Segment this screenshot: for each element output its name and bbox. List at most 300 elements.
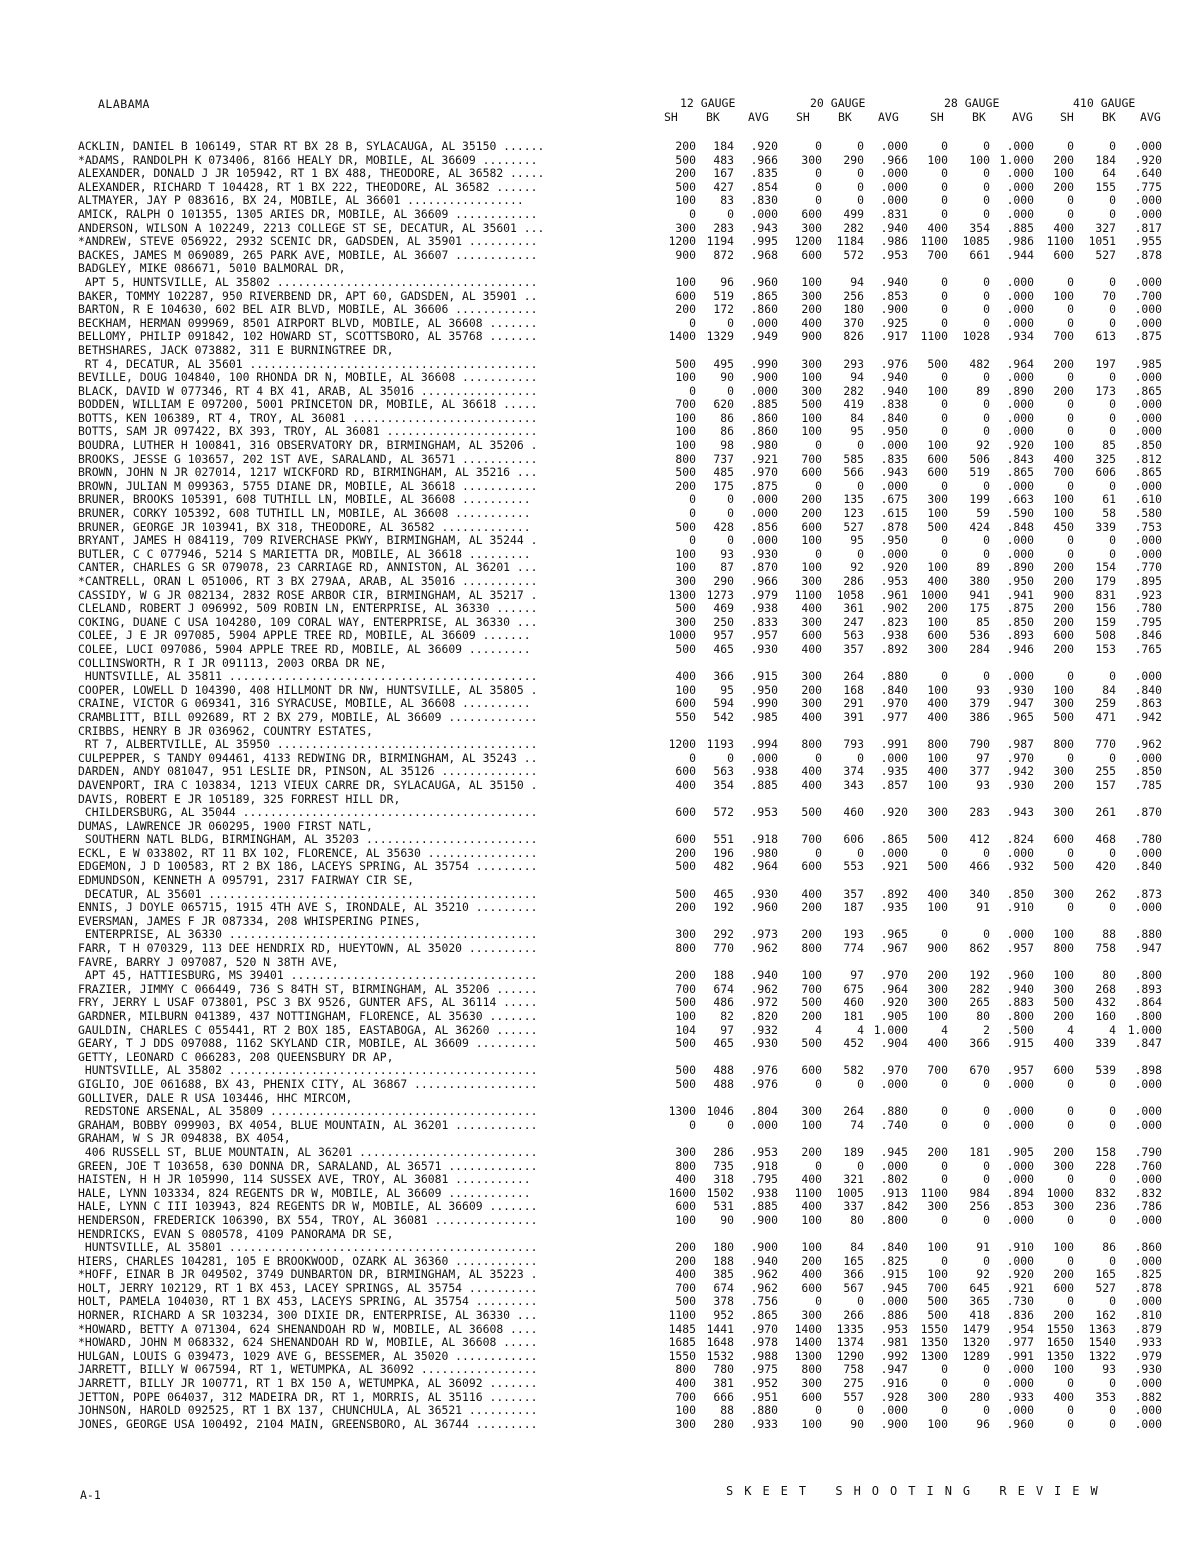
table-row	[78, 330, 1188, 344]
table-row	[78, 276, 1188, 290]
score-cell: 800	[675, 941, 696, 956]
score-cell: 0	[1109, 1104, 1116, 1119]
score-cell: .900	[750, 1240, 778, 1255]
score-cell: 94	[850, 370, 864, 385]
score-cell: 200	[927, 1144, 948, 1159]
score-cell: 1400	[794, 1335, 822, 1350]
score-cell: 96	[976, 1416, 990, 1431]
score-cell: 400	[927, 1036, 948, 1051]
table-row	[78, 1363, 1188, 1377]
score-cell: 200	[801, 682, 822, 697]
score-cell: .930	[750, 546, 778, 561]
score-cell: 1363	[1088, 1321, 1116, 1336]
score-cell: .953	[750, 1144, 778, 1159]
score-cell: 488	[713, 1063, 734, 1078]
score-cell: 600	[801, 519, 822, 534]
score-cell: .933	[1134, 1335, 1162, 1350]
table-row	[78, 1064, 1188, 1078]
score-cell: 452	[843, 1036, 864, 1051]
score-cell: 100	[675, 1403, 696, 1418]
score-cell: 800	[801, 737, 822, 752]
score-cell: .918	[750, 832, 778, 847]
score-cell: .921	[880, 859, 908, 874]
score-cell: 0	[1067, 397, 1074, 412]
shooter-name-address: CHILDERSBURG, AL 35044 ...........................................	[78, 805, 538, 820]
table-row	[78, 969, 1188, 983]
score-cell: 1194	[706, 234, 734, 249]
table-row	[78, 1418, 1188, 1432]
score-cell: 1320	[962, 1335, 990, 1350]
score-cell: 200	[1053, 560, 1074, 575]
score-cell: 300	[927, 995, 948, 1010]
score-cell: .860	[750, 410, 778, 425]
score-cell: 1100	[920, 234, 948, 249]
score-cell: 1200	[668, 737, 696, 752]
score-cell: 1540	[1088, 1335, 1116, 1350]
score-cell: 293	[843, 356, 864, 371]
score-cell: 0	[941, 546, 948, 561]
score-cell: 400	[1053, 1036, 1074, 1051]
score-cell: 200	[1053, 179, 1074, 194]
score-cell: .942	[1006, 764, 1034, 779]
score-cell: 94	[850, 274, 864, 289]
shooter-name-address: *ANDREW, STEVE 056922, 2932 SCENIC DR, GADSDEN, AL 35901 ..........	[78, 234, 538, 249]
score-cell: 0	[941, 206, 948, 221]
score-cell: 0	[1109, 1212, 1116, 1227]
score-cell: .000	[1006, 166, 1034, 181]
shooter-name-address: JARRETT, BILLY JR 100771, RT 1 BX 150 A, WETUMPKA, AL 36092 .......	[78, 1376, 538, 1391]
score-cell: .857	[880, 777, 908, 792]
score-cell: 300	[675, 1144, 696, 1159]
score-cell: 900	[675, 247, 696, 262]
score-cell: 95	[720, 682, 734, 697]
score-cell: 300	[927, 1389, 948, 1404]
score-cell: 357	[843, 641, 864, 656]
score-cell: 0	[1109, 1076, 1116, 1091]
score-cell: .000	[1134, 1376, 1162, 1391]
score-cell: 0	[815, 845, 822, 860]
score-cell: 0	[941, 1158, 948, 1173]
score-cell: 1000	[668, 628, 696, 643]
score-cell: .000	[1134, 1253, 1162, 1268]
score-cell: 600	[801, 1389, 822, 1404]
score-cell: .904	[880, 1036, 908, 1051]
score-cell: 197	[1095, 356, 1116, 371]
score-cell: 0	[1067, 1172, 1074, 1187]
score-cell: 93	[1102, 1362, 1116, 1377]
score-cell: 542	[713, 709, 734, 724]
score-cell: 199	[969, 492, 990, 507]
score-cell: 600	[1053, 247, 1074, 262]
score-cell: 1550	[668, 1348, 696, 1363]
score-cell: .795	[750, 1172, 778, 1187]
score-cell: 400	[675, 1376, 696, 1391]
score-cell: 527	[843, 519, 864, 534]
score-cell: .991	[1006, 1348, 1034, 1363]
score-cell: 0	[1067, 315, 1074, 330]
score-cell: .920	[880, 805, 908, 820]
score-cell: .950	[1006, 574, 1034, 588]
score-cell: 735	[713, 1158, 734, 1173]
score-cell: 0	[941, 1117, 948, 1132]
score-cell: 84	[850, 410, 864, 425]
score-cell: 95	[850, 424, 864, 439]
score-cell: .930	[750, 886, 778, 901]
score-cell: 1051	[1088, 234, 1116, 249]
score-cell: 500	[927, 356, 948, 371]
score-cell: 0	[815, 139, 822, 153]
score-cell: .913	[880, 1185, 908, 1200]
score-cell: 262	[1095, 886, 1116, 901]
score-cell: 300	[927, 1199, 948, 1214]
score-cell: 100	[675, 274, 696, 289]
table-row	[78, 425, 1188, 439]
score-cell: 90	[720, 370, 734, 385]
score-cell: .966	[880, 152, 908, 167]
score-cell: .000	[750, 506, 778, 521]
score-cell: 100	[801, 1416, 822, 1431]
shooter-name-address: GIGLIO, JOE 061688, BX 43, PHENIX CITY, AL 36867 ..................	[78, 1076, 538, 1091]
score-cell: .765	[1134, 641, 1162, 656]
table-row	[78, 1323, 1188, 1337]
table-row	[78, 1024, 1188, 1038]
score-cell: .930	[1006, 777, 1034, 792]
score-cell: 900	[801, 329, 822, 344]
table-row	[78, 249, 1188, 263]
score-cell: .893	[1006, 628, 1034, 643]
score-cell: 100	[1053, 1362, 1074, 1377]
score-cell: 984	[969, 1185, 990, 1200]
score-cell: .973	[750, 927, 778, 942]
score-cell: 1300	[668, 1104, 696, 1119]
score-cell: 0	[941, 193, 948, 208]
score-cell: 600	[1053, 1063, 1074, 1078]
score-cell: .962	[750, 941, 778, 956]
score-cell: .955	[1134, 234, 1162, 249]
score-cell: 361	[843, 601, 864, 616]
score-cell: 900	[927, 941, 948, 956]
score-cell: .000	[1134, 1294, 1162, 1309]
score-cell: 0	[983, 1172, 990, 1187]
score-cell: 153	[1095, 641, 1116, 656]
score-cell: 1400	[668, 329, 696, 344]
score-cell: 0	[983, 179, 990, 194]
score-cell: .900	[750, 370, 778, 385]
score-cell: 563	[713, 764, 734, 779]
score-cell: .000	[1134, 410, 1162, 425]
table-row	[78, 1214, 1188, 1228]
score-cell: 500	[675, 859, 696, 874]
gauge-heading-20: 20 GAUGE	[810, 96, 866, 110]
score-cell: .817	[1134, 220, 1162, 235]
col-sh-20: SH	[796, 110, 810, 124]
score-cell: 1300	[920, 1348, 948, 1363]
score-cell: 0	[857, 750, 864, 765]
score-cell: 400	[801, 315, 822, 330]
shooter-name-address: HOLT, PAMELA 104030, RT 1 BX 453, LACEYS SPRING, AL 35754 .........	[78, 1294, 538, 1309]
score-cell: 86	[720, 424, 734, 439]
score-cell: 0	[1067, 478, 1074, 493]
shooter-name-address: ENNIS, J DOYLE 065715, 1915 4TH AVE S, IRONDALE, AL 35210 .........	[78, 900, 538, 915]
publication-title: SKEET SHOOTING REVIEW	[726, 1484, 1109, 1498]
score-cell: 300	[927, 805, 948, 820]
score-cell: .943	[1006, 805, 1034, 820]
score-cell: 100	[1053, 927, 1074, 942]
score-cell: 500	[675, 152, 696, 167]
table-row	[78, 847, 1188, 861]
score-cell: 200	[1053, 574, 1074, 588]
score-cell: 283	[713, 220, 734, 235]
score-cell: .000	[1006, 179, 1034, 194]
shooter-name-address: HAISTEN, H H JR 105990, 114 SUSSEX AVE, TROY, AL 36081 ...........	[78, 1172, 531, 1187]
score-cell: .000	[1006, 478, 1034, 493]
table-row	[78, 439, 1188, 453]
score-cell: 1005	[836, 1185, 864, 1200]
score-cell: 0	[689, 492, 696, 507]
col-sh-12: SH	[664, 110, 678, 124]
score-cell: .865	[1134, 465, 1162, 480]
score-cell: .000	[1006, 302, 1034, 317]
score-cell: .000	[1006, 1212, 1034, 1227]
shooter-name-address: FRY, JERRY L USAF 073801, PSC 3 BX 9526, GUNTER AFS, AL 36114 .....	[78, 995, 538, 1010]
score-cell: .965	[1006, 709, 1034, 724]
score-cell: 266	[843, 1308, 864, 1323]
score-cell: .918	[750, 1158, 778, 1173]
shooter-name-address: BROOKS, JESSE G 103657, 202 1ST AVE, SARALAND, AL 36571 ...........	[78, 451, 538, 466]
score-cell: 282	[969, 981, 990, 996]
score-cell: 0	[1067, 845, 1074, 860]
score-cell: 100	[927, 750, 948, 765]
score-cell: 200	[801, 302, 822, 317]
table-row	[78, 629, 1188, 643]
score-cell: 0	[1109, 410, 1116, 425]
score-cell: 200	[801, 492, 822, 507]
score-cell: 173	[1095, 383, 1116, 398]
score-cell: 200	[1053, 1144, 1074, 1159]
score-cell: .990	[750, 696, 778, 711]
table-row	[78, 181, 1188, 195]
score-cell: 100	[801, 1240, 822, 1255]
score-cell: .921	[1006, 1280, 1034, 1295]
score-cell: 90	[850, 1416, 864, 1431]
score-cell: .000	[1134, 1212, 1162, 1227]
score-cell: 97	[850, 968, 864, 983]
score-cell: 135	[843, 492, 864, 507]
score-cell: .853	[1006, 1199, 1034, 1214]
score-cell: 100	[801, 533, 822, 548]
score-cell: .615	[880, 506, 908, 521]
score-cell: 100	[801, 274, 822, 289]
score-cell: .900	[750, 1212, 778, 1227]
score-cell: 90	[720, 1212, 734, 1227]
score-cell: .842	[880, 1199, 908, 1214]
score-cell: 400	[801, 641, 822, 656]
score-cell: 600	[675, 764, 696, 779]
score-cell: 180	[843, 302, 864, 317]
score-cell: .953	[880, 1321, 908, 1336]
score-cell: 256	[969, 1199, 990, 1214]
score-cell: 900	[1053, 587, 1074, 602]
score-cell: 300	[675, 220, 696, 235]
score-cell: 58	[1102, 506, 1116, 521]
score-cell: 200	[1053, 1009, 1074, 1023]
score-cell: 1502	[706, 1185, 734, 1200]
score-cell: .979	[1134, 1348, 1162, 1363]
score-cell: 93	[976, 777, 990, 792]
table-row	[78, 793, 1188, 807]
table-row	[78, 385, 1188, 399]
score-cell: 292	[713, 927, 734, 942]
score-cell: 100	[801, 370, 822, 385]
score-cell: 89	[976, 560, 990, 575]
score-cell: 519	[969, 465, 990, 480]
score-cell: 0	[1067, 1212, 1074, 1227]
score-cell: 1.000	[999, 152, 1034, 167]
score-cell: .000	[1006, 410, 1034, 425]
score-cell: 400	[927, 709, 948, 724]
score-cell: .947	[880, 1362, 908, 1377]
score-cell: .885	[1006, 220, 1034, 235]
score-cell: 862	[969, 941, 990, 956]
score-cell: 386	[969, 709, 990, 724]
score-cell: .730	[1006, 1294, 1034, 1309]
score-cell: 0	[983, 288, 990, 303]
score-cell: 0	[1067, 669, 1074, 684]
score-cell: 600	[675, 1199, 696, 1214]
score-cell: .981	[880, 1335, 908, 1350]
score-cell: 793	[843, 737, 864, 752]
score-cell: 259	[1095, 696, 1116, 711]
score-cell: .000	[880, 179, 908, 194]
score-cell: 0	[689, 206, 696, 221]
score-cell: 100	[927, 682, 948, 697]
score-cell: .892	[880, 641, 908, 656]
score-cell: 500	[675, 1036, 696, 1051]
shooter-name-address: BRUNER, BROOKS 105391, 608 TUTHILL LN, MOBILE, AL 36608 ..........	[78, 492, 531, 507]
score-cell: 0	[983, 669, 990, 684]
score-cell: 0	[1109, 750, 1116, 765]
score-cell: 1550	[1046, 1321, 1074, 1336]
score-cell: 572	[843, 247, 864, 262]
score-cell: 100	[1053, 438, 1074, 453]
score-cell: 700	[801, 832, 822, 847]
score-cell: 872	[713, 247, 734, 262]
shooter-name-address: ALTMAYER, JAY P 083616, BX 24, MOBILE, AL 36601 .................	[78, 193, 524, 208]
score-cell: 1532	[706, 1348, 734, 1363]
score-cell: .885	[750, 777, 778, 792]
score-cell: 500	[675, 356, 696, 371]
score-cell: 800	[801, 941, 822, 956]
score-cell: .770	[1134, 560, 1162, 575]
score-cell: 180	[713, 1240, 734, 1255]
score-cell: 527	[1095, 1280, 1116, 1295]
score-cell: 0	[983, 478, 990, 493]
score-cell: 0	[815, 750, 822, 765]
score-cell: .865	[1006, 465, 1034, 480]
score-cell: 0	[815, 1403, 822, 1418]
score-cell: .976	[750, 1076, 778, 1091]
score-cell: .000	[880, 1158, 908, 1173]
score-cell: 200	[675, 139, 696, 153]
score-cell: 0	[941, 139, 948, 153]
gauge-heading-28: 28 GAUGE	[944, 96, 1000, 110]
score-cell: .800	[1134, 968, 1162, 983]
table-row	[78, 1092, 1188, 1106]
score-cell: 1441	[706, 1321, 734, 1336]
score-cell: 0	[941, 927, 948, 942]
score-cell: 600	[801, 628, 822, 643]
score-cell: .865	[1134, 383, 1162, 398]
shooter-name-address: GREEN, JOE T 103658, 630 DONNA DR, SARALAND, AL 36571 .............	[78, 1158, 538, 1173]
score-cell: 0	[1067, 410, 1074, 425]
score-cell: 264	[843, 669, 864, 684]
score-cell: 85	[1102, 438, 1116, 453]
score-cell: .000	[750, 383, 778, 398]
score-cell: 0	[1109, 302, 1116, 317]
score-cell: .995	[750, 234, 778, 249]
score-cell: .000	[1006, 139, 1034, 153]
score-cell: 200	[1053, 356, 1074, 371]
score-cell: 0	[941, 1376, 948, 1391]
score-cell: 500	[927, 519, 948, 534]
shooter-name-address: HUNTSVILLE, AL 35811 .............................................	[78, 669, 538, 684]
score-cell: .985	[750, 709, 778, 724]
score-cell: 104	[675, 1022, 696, 1037]
score-cell: .000	[1006, 1104, 1034, 1119]
score-cell: 1350	[920, 1335, 948, 1350]
score-cell: 200	[675, 845, 696, 860]
score-cell: 500	[927, 1308, 948, 1323]
score-cell: 800	[675, 1158, 696, 1173]
score-cell: .785	[1134, 777, 1162, 792]
table-row	[78, 616, 1188, 630]
table-row	[78, 208, 1188, 222]
score-cell: .000	[1006, 193, 1034, 208]
score-cell: .882	[1134, 1389, 1162, 1404]
score-cell: .880	[880, 1104, 908, 1119]
table-row	[78, 358, 1188, 372]
score-cell: 0	[1109, 370, 1116, 385]
score-cell: .921	[750, 451, 778, 466]
score-cell: .949	[750, 329, 778, 344]
score-cell: .800	[1006, 1009, 1034, 1023]
score-cell: .838	[880, 397, 908, 412]
table-row	[78, 222, 1188, 236]
score-cell: 500	[675, 1076, 696, 1091]
score-cell: 1100	[920, 1185, 948, 1200]
score-cell: 200	[1053, 1267, 1074, 1282]
score-cell: 381	[713, 1376, 734, 1391]
shooter-name-address: BODDEN, WILLIAM E 097200, 5001 PRINCETON DR, MOBILE, AL 36618 .....	[78, 397, 538, 412]
score-cell: 0	[815, 179, 822, 194]
score-cell: 200	[801, 1009, 822, 1023]
score-cell: 600	[801, 247, 822, 262]
score-cell: 184	[1095, 152, 1116, 167]
score-cell: 0	[983, 1376, 990, 1391]
score-cell: .000	[880, 845, 908, 860]
shooter-name-address: COLEE, LUCI 097086, 5904 APPLE TREE RD, MOBILE, AL 36609 .........	[78, 641, 531, 656]
score-cell: .980	[750, 845, 778, 860]
score-cell: 832	[1095, 1185, 1116, 1200]
score-cell: .976	[880, 356, 908, 371]
score-cell: 0	[1067, 274, 1074, 289]
score-cell: 582	[843, 1063, 864, 1078]
shooter-name-address: *HOWARD, BETTY A 071304, 624 SHENANDOAH RD W, MOBILE, AL 36608 ....	[78, 1321, 538, 1336]
score-cell: 0	[1067, 1253, 1074, 1268]
score-cell: .000	[880, 478, 908, 493]
state-heading: ALABAMA	[98, 97, 150, 111]
score-cell: .960	[1006, 1416, 1034, 1431]
